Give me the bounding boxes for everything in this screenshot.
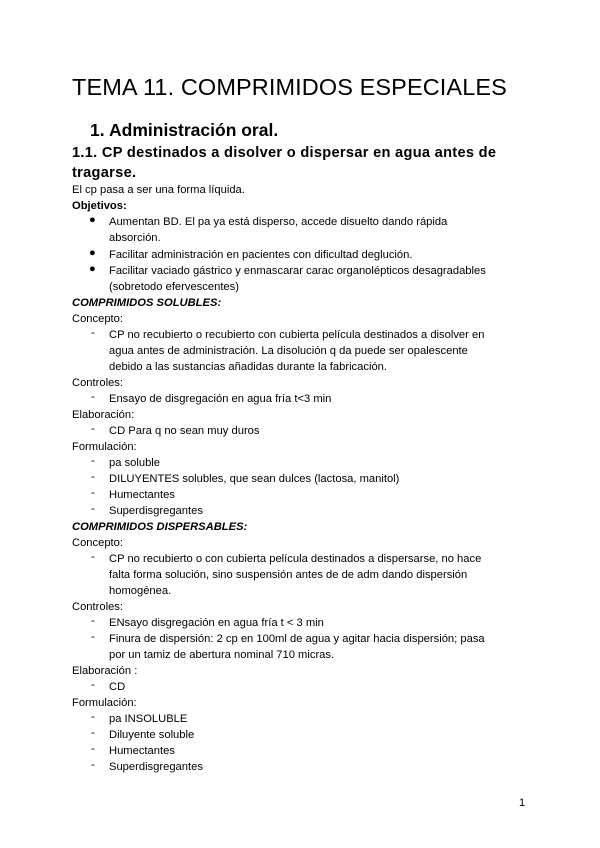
- dispersables-elaboracion-1: CD: [109, 681, 126, 693]
- bullet-marker: ●: [89, 263, 96, 275]
- dispersables-concepto-line-2: falta forma solución, sino suspensión antes de de adm dando dispersión: [109, 569, 468, 581]
- dispersables-elaboracion-label: Elaboración :: [72, 665, 138, 677]
- dash-marker: -: [91, 423, 95, 435]
- solubles-elaboracion-label: Elaboración:: [72, 409, 135, 421]
- section-heading: Administración oral.: [109, 120, 279, 140]
- dash-marker: -: [91, 759, 95, 771]
- dash-marker: -: [91, 503, 95, 515]
- dispersables-formulacion-label: Formulación:: [72, 697, 137, 709]
- dash-marker: -: [91, 391, 95, 403]
- dispersables-finura-line-2: por un tamiz de abertura nominal 710 micras.: [109, 649, 335, 661]
- dispersables-control-1: ENsayo disgregación en agua fría t < 3 min: [109, 617, 324, 629]
- dash-marker: -: [91, 679, 95, 691]
- dash-marker: -: [91, 711, 95, 723]
- dispersables-concepto-line-1: CP no recubierto o con cubierta película destinados a dispersarse, no hace: [109, 553, 482, 565]
- solubles-concepto-line-2: agua antes de administración. La disolución q da puede ser opalescente: [109, 345, 468, 357]
- objetivo-2: Facilitar administración en pacientes con dificultad deglución.: [109, 249, 413, 261]
- intro-text: El cp pasa a ser una forma líquida.: [72, 184, 245, 196]
- objetivo-1-line-2: absorción.: [109, 232, 161, 244]
- solubles-elaboracion-1: CD Para q no sean muy duros: [109, 425, 260, 437]
- dispersables-concepto-line-3: homogénea.: [109, 585, 172, 597]
- dispersables-concepto-label: Concepto:: [72, 537, 123, 549]
- solubles-formulacion-label: Formulación:: [72, 441, 137, 453]
- objetivo-3-line-1: Facilitar vaciado gástrico y enmascarar carac organolépticos desagradables: [109, 265, 486, 277]
- dash-marker: -: [91, 471, 95, 483]
- dash-marker: -: [91, 487, 95, 499]
- dash-marker: -: [91, 631, 95, 643]
- dispersables-finura-line-1: Finura de dispersión: 2 cp en 100ml de agua y agitar hacia dispersión; pasa: [109, 633, 485, 645]
- page-number: 1: [519, 797, 526, 809]
- solubles-concepto-line-1: CP no recubierto o recubierto con cubierta película destinados a disolver en: [109, 329, 485, 341]
- dash-marker: -: [91, 615, 95, 627]
- dispersables-formulacion-3: Humectantes: [109, 745, 175, 757]
- dash-marker: -: [91, 327, 95, 339]
- dash-marker: -: [91, 455, 95, 467]
- objetivos-heading: Objetivos:: [72, 200, 127, 212]
- dispersables-formulacion-2: Diluyente soluble: [109, 729, 195, 741]
- dispersables-controles-label: Controles:: [72, 601, 123, 613]
- subsection-heading-line-1: 1.1. CP destinados a disolver o dispersar en agua antes de: [72, 145, 497, 161]
- bullet-marker: ●: [89, 214, 96, 226]
- bullet-marker: ●: [89, 247, 96, 259]
- dash-marker: -: [91, 551, 95, 563]
- solubles-formulacion-1: pa soluble: [109, 457, 161, 469]
- section-number: 1.: [90, 120, 105, 140]
- objetivo-3-line-2: (sobretodo efervescentes): [109, 281, 239, 293]
- dispersables-formulacion-4: Superdisgregantes: [109, 761, 203, 773]
- solubles-formulacion-4: Superdisgregantes: [109, 505, 203, 517]
- solubles-formulacion-3: Humectantes: [109, 489, 175, 501]
- subsection-heading-line-2: tragarse.: [72, 165, 137, 181]
- solubles-concepto-label: Concepto:: [72, 313, 123, 325]
- dash-marker: -: [91, 727, 95, 739]
- page-title: TEMA 11. COMPRIMIDOS ESPECIALES: [72, 74, 507, 100]
- dispersables-formulacion-1: pa INSOLUBLE: [109, 713, 188, 725]
- solubles-concepto-line-3: debido a las sustancias añadidas durante la fabricación.: [109, 361, 388, 373]
- solubles-formulacion-2: DILUYENTES solubles, que sean dulces (lactosa, manitol): [109, 473, 400, 485]
- solubles-control-1: Ensayo de disgregación en agua fría t<3 min: [109, 393, 332, 405]
- solubles-controles-label: Controles:: [72, 377, 123, 389]
- solubles-heading: COMPRIMIDOS SOLUBLES:: [72, 297, 222, 309]
- dash-marker: -: [91, 743, 95, 755]
- objetivo-1-line-1: Aumentan BD. El pa ya está disperso, accede disuelto dando rápida: [109, 216, 448, 228]
- dispersables-heading: COMPRIMIDOS DISPERSABLES:: [72, 521, 248, 533]
